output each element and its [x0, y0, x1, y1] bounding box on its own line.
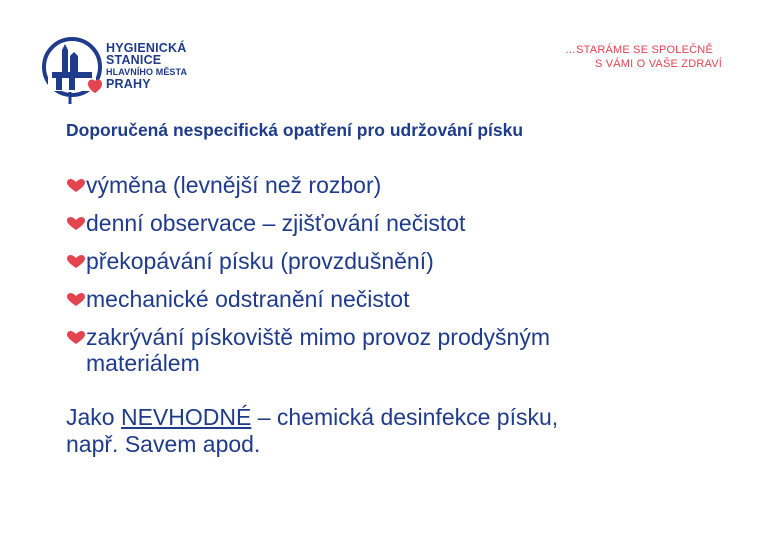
bullet-text: zakrývání pískoviště mimo provoz prodyšným [86, 324, 550, 350]
note-prefix: Jako [66, 404, 121, 430]
slide-title: Doporučená nespecifická opatření pro udržování písku [66, 120, 524, 140]
bullet-item [66, 172, 706, 198]
logo-text [106, 42, 187, 90]
heart-bullet-icon [66, 330, 86, 345]
bullet-text-continuation: materiálem [86, 350, 200, 376]
note-emphasis: NEVHODNÉ [120, 404, 252, 430]
bullet-item [66, 324, 706, 376]
heart-bullet-icon [66, 216, 86, 231]
bullet-text: výměna (levnější než rozbor) [86, 172, 382, 198]
bullet-text: mechanické odstranění nečistot [86, 286, 410, 312]
heart-bullet-icon [66, 292, 86, 307]
logo-line-4: PRAHY [106, 77, 151, 91]
logo-line-1: HYGIENICKÁ [106, 41, 187, 55]
logo-line-3: HLAVNÍHO MĚSTA [106, 67, 188, 77]
note-rest: – chemická desinfekce písku, [251, 404, 559, 430]
logo [40, 32, 210, 104]
bullet-item [66, 286, 706, 312]
slogan [565, 43, 722, 71]
bullet-text: denní observace – zjišťování nečistot [86, 210, 466, 236]
logo-line-2: STANICE [106, 53, 162, 67]
heart-bullet-icon [66, 178, 86, 193]
heart-bullet-icon [66, 254, 86, 269]
note-line-2: např. Savem apod. [66, 431, 261, 457]
bullet-list [66, 172, 706, 388]
bullet-item [66, 248, 706, 274]
bullet-item [66, 210, 706, 236]
slogan-line-1: …STARÁME SE SPOLEČNĚ [564, 44, 713, 56]
slogan-line-2: S VÁMI O VAŠE ZDRAVÍ [594, 58, 722, 70]
prague-castle-heart-icon [40, 32, 104, 104]
bullet-text: překopávání písku (provzdušnění) [86, 248, 434, 274]
warning-note [66, 404, 706, 458]
